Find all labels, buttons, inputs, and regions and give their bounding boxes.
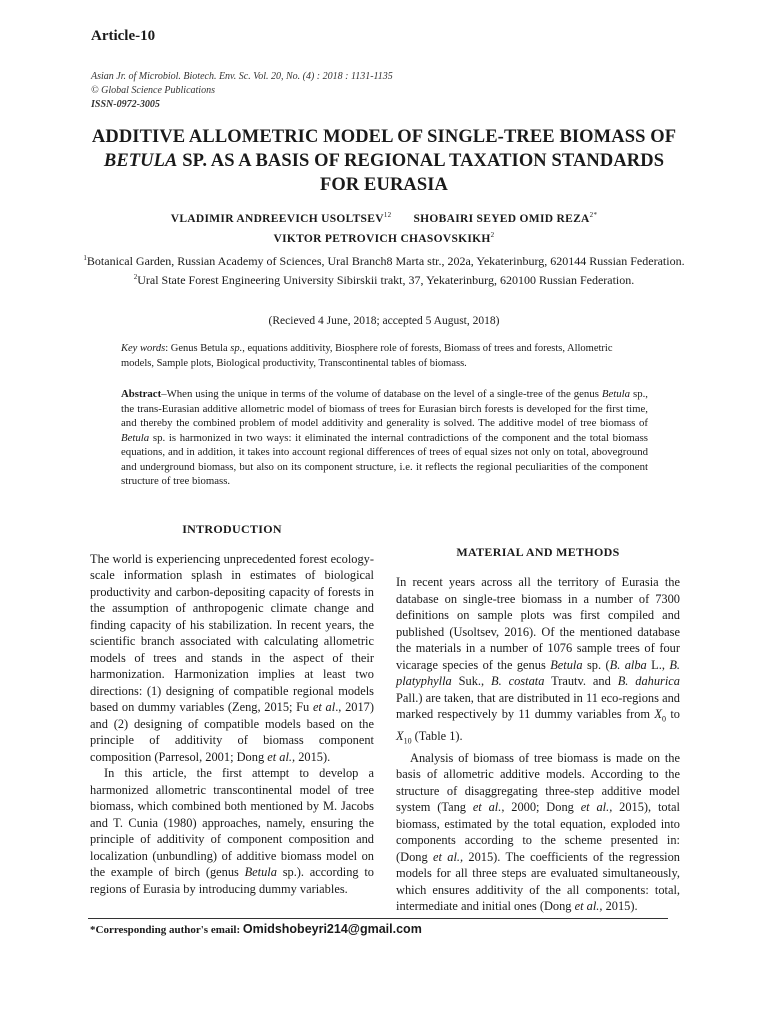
abstract-text-3: sp. is harmonized in two ways: it eliminated the internal contradictions of the component and the total biomass equations, and in addition, it takes into account regional differences of trees of equal sizes not only on total, aboveground and underground biomass, but also on its component structure, i.e. it reflects the regional peculiarities of the component structure of tree biomass. [121, 431, 648, 487]
author-2: SHOBAIRI SEYED OMID REZA [413, 212, 590, 225]
title-line-1: ADDITIVE ALLOMETRIC MODEL OF SINGLE-TREE BIOMASS OF [91, 127, 677, 147]
received-dates: (Recieved 4 June, 2018; accepted 5 August, 2018) [268, 315, 500, 327]
affiliation-1 [60, 250, 708, 269]
methods-paragraph-2: Analysis of biomass of tree biomass is made on the basis of allometric additive models. According to the structure of disaggregating three-step additive model system (Tang et al., 2000; Dong et al., 2015), total biomass, estimated by the total equation, exploded into components according to the scheme presented in: (Dong et al., 2015). The coefficients of the regression models for all three steps are evaluated simultaneously, which ensures additivity of the all components: total, intermediate and initial ones (Dong et al., 2015). [396, 750, 680, 914]
author-1-sup: 12 [383, 211, 392, 219]
affiliation-2 [60, 269, 708, 288]
introduction-heading: INTRODUCTION [182, 522, 282, 536]
affiliations [60, 250, 708, 288]
affiliation-1-text: Botanical Garden, Russian Academy of Sciences, Ural Branch8 Marta str., 202a, Yekaterinburg, 620144 Russian Federation. [86, 254, 685, 268]
keywords-label: Key words [121, 343, 166, 354]
author-3-sup: 2 [490, 230, 495, 239]
keywords-text-b: , equations additivity, Biosphere role of forests, Biomass of trees and forests, Allometric models, Sample plots, Biological productivity, Transcontinental tables of biomass. [121, 343, 613, 369]
methods-paragraph-1: In recent years across all the territory of Eurasia the database on single-tree biomass in a number of 7300 definitions on sample plots was first compiled and published (Usoltsev, 2016). Of the mentioned database the materials in a number of 1076 sample trees of four vicarage species of the genus Betula sp. (B. alba L., B. platyphylla Suk., B. costata Trautv. and B. dahurica Pall.) are taken, that are distributed in 11 eco-regions and marked respectively by 11 dummy variables from $X_0$ to $X_{10}$ (Table 1). [396, 575, 681, 746]
title-line-3: FOR EURASIA [319, 175, 449, 195]
methods-heading: MATERIAL AND METHODS [456, 544, 620, 559]
article-label: Article-10 [91, 28, 156, 44]
keywords-text-a: : Genus Betula [165, 343, 231, 354]
abstract-label: Abstract [121, 388, 162, 400]
paper-title [60, 125, 708, 197]
author-3: VIKTOR PETROVICH CHASOVSKIKH [273, 232, 491, 245]
title-genus: BETULA [103, 151, 178, 171]
intro-paragraph-1: The world is experiencing unprecedented forest ecology-scale information splash in estimates of biological productivity and carbon-depositing capacity of forests in the assumption of anthropogenic climate change and finding capacity of his stabilization. In recent years, the scientific branch associated with calculating allometric models of trees and stands in the aspect of their harmonization. Harmonization implies at least two directions: (1) designing of compatible regional models based on dummy variables (Zeng, 2015; Fu et al., 2017) and (2) designing of compatible models based on the principle of additivity of biomass component composition (Parresol, 2001; Dong et al., 2015). [90, 551, 374, 764]
journal-citation: Asian Jr. of Microbiol. Biotech. Env. Sc. Vol. 20, No. (4) : 2018 : 1131-1135 [91, 71, 393, 82]
author-email: Omidshobeyri214@gmail.com [242, 922, 422, 936]
abstract-text-2: sp., the trans-Eurasian additive allometric model of biomass of trees for Eurasian birch forests is developed for the first time, and thereby the combined problem of model additivity and generality is solved. The additive model of tree biomass of [121, 388, 648, 429]
corresponding-author-footnote [90, 922, 422, 936]
author-list [60, 207, 708, 247]
affiliation-2-sup: 2 [133, 273, 138, 281]
footnote-label: *Corresponding author's email: [90, 924, 243, 936]
title-line-2-rest: SP. AS A BASIS OF REGIONAL TAXATION STANDARDS [177, 151, 665, 171]
intro-paragraph-2: In this article, the first attempt to develop a harmonized allometric transcontinental model of tree biomass, which combined both mentioned by M. Jacobs and T. Cunia (1980) approaches, namely, ensuring the principle of additivity of component composition and localization (unbundling) of additive biomass model on the example of birch (genus Betula sp.). according to regions of Eurasia by introducing dummy variables. [90, 766, 374, 896]
abstract-genus-1: Betula [601, 388, 631, 400]
right-column [396, 519, 680, 915]
author-1: VLADIMIR ANDREEVICH USOLTSEV [170, 212, 384, 225]
left-column [90, 518, 374, 897]
keywords [121, 342, 648, 371]
abstract [121, 387, 648, 489]
journal-issn: ISSN-0972-3005 [91, 99, 160, 110]
affiliation-2-text: Ural State Forest Engineering University Sibirskii trakt, 37, Yekaterinburg, 620100 Russian Federation. [137, 273, 635, 287]
journal-info [91, 70, 393, 112]
affiliation-1-sup: 1 [83, 254, 87, 262]
journal-copyright: © Global Science Publications [91, 85, 215, 96]
abstract-genus-2: Betula [121, 431, 150, 444]
footnote-divider [88, 918, 668, 919]
author-2-sup: 2* [589, 211, 598, 219]
abstract-text-1: –When using the unique in terms of the volume of database on the level of a single-tree of the genus [161, 388, 602, 400]
keywords-sp: sp. [230, 343, 243, 354]
title-line-2 [60, 149, 708, 173]
